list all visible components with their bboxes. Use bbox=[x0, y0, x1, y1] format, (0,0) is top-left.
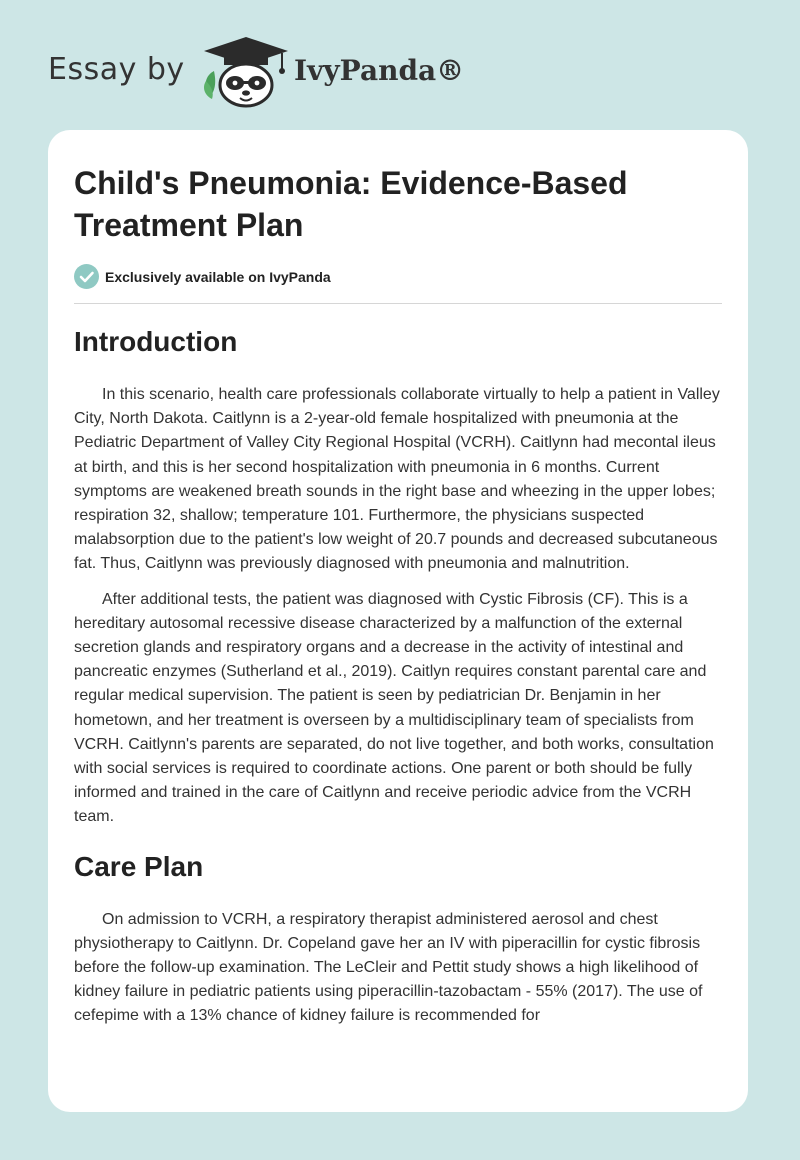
check-circle-icon bbox=[74, 264, 99, 289]
panda-graduate-icon[interactable] bbox=[200, 35, 292, 109]
section-heading: Introduction bbox=[74, 326, 238, 357]
brand-prefix: Essay by bbox=[48, 52, 185, 87]
paragraph: On admission to VCRH, a respiratory therapist administered aerosol and chest physiotherapy to Caitlynn. Dr. Copeland gave her an IV with piperacillin for cystic fibrosis before the follow-up examination. The LeCleir and Pettit study shows a high likelihood of kidney failure in pediatric patients using piperacillin-tazobactam - 55% (2017). The use of cefepime with a 13% chance of kidney failure is recommended for bbox=[74, 910, 703, 1025]
section-introduction bbox=[74, 323, 724, 830]
paragraph: After additional tests, the patient was diagnosed with Cystic Fibrosis (CF). This is a hereditary autosomal recessive disease characterized by a malfunction of the external secretion glands and respiratory organs and a decrease in the activity of intestinal and pancreatic enzymes (Sutherland et al., 2019). Caitlyn requires constant parental care and regular medical supervision. The patient is seen by pediatrician Dr. Benjamin in her hometown, and her treatment is overseen by a multidisciplinary team of specialists from VCRH. Caitlynn's parents are separated, do not live together, and both works, consultation with social services is required to coordinate actions. One parent or both should be fully informed and trained in the care of Caitlynn and receive periodic advice from the VCRH team. bbox=[74, 590, 714, 826]
section-heading: Care Plan bbox=[74, 850, 204, 882]
article-title: Child's Pneumonia: Evidence-Based Treatment Plan bbox=[74, 165, 628, 243]
article-body bbox=[74, 323, 724, 1040]
exclusive-badge-text: Exclusively available on IvyPanda bbox=[105, 269, 331, 285]
title-divider bbox=[74, 303, 722, 304]
site-header bbox=[0, 0, 800, 130]
brand-name[interactable]: IvyPanda® bbox=[294, 54, 465, 87]
article-card bbox=[48, 130, 748, 1112]
section-care-plan bbox=[74, 848, 724, 1029]
paragraph: In this scenario, health care professionals collaborate virtually to help a patient in Valley City, North Dakota. Caitlynn is a 2-year-old female hospitalized with pneumonia at the Pediatric Department of Valley City Regional Hospital (VCRH). Caitlynn had mecontal ileus at birth, and this is her second hospitalization with pneumonia in 6 months. Current symptoms are weakened breath sounds in the right base and wheezing in the upper lobes; respiration 32, shallow; temperature 101. Furthermore, the physicians suspected malabsorption due to the patient's low weight of 20.7 pounds and decreased subcutaneous fat. Thus, Caitlynn was previously diagnosed with pneumonia and malnutrition. bbox=[74, 386, 720, 573]
